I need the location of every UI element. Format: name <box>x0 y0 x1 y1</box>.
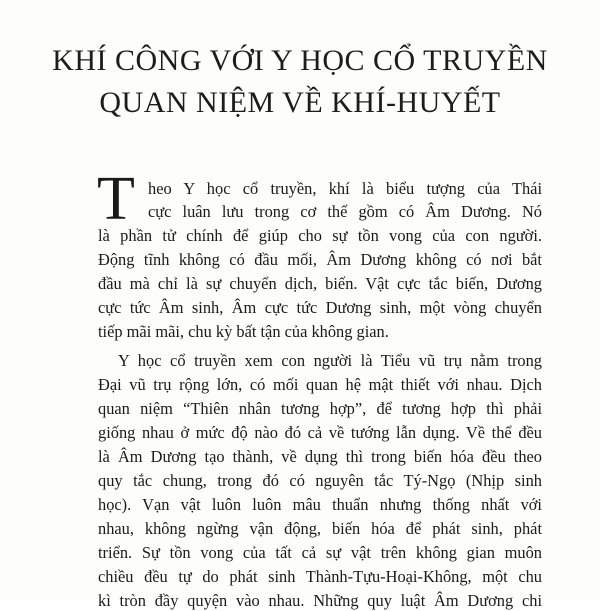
text-line: quy tắc chung, trong đó có nguyên tắc Tý-Ngọ (Nhịp sinh <box>98 471 542 490</box>
text-line: heo Y học cổ truyền, khí là biểu tượng của Thái <box>148 179 542 198</box>
text-line: đầu mà chỉ là sự chuyển dịch, biến. Vật cực tắc biến, Dương <box>98 274 542 293</box>
text-line: nhau, không ngừng vận động, biến hóa để phát sinh, phát <box>98 519 542 538</box>
text-line: chiều đều tự do phát sinh Thành-Tựu-Hoại-Không, một chu <box>98 567 542 586</box>
text-line: giống nhau ở mức độ nào đó cả về tướng lẫn dụng. Về thể đều <box>98 423 542 442</box>
text-line: triển. Sự tồn vong của tất cả sự vật trên không gian muôn <box>98 543 542 562</box>
text-line: tiếp mãi mãi, chu kỳ bất tận của không gian. <box>98 322 389 341</box>
text-line: Y học cổ truyền xem con người là Tiểu vũ trụ nằm trong <box>118 351 542 370</box>
text-line: cực tức Âm sinh, Âm cực tức Dương sinh, một vòng chuyển <box>98 298 542 317</box>
text-line: Động tĩnh không có đầu mối, Âm Dương không có nơi bắt <box>98 250 542 269</box>
chapter-title-line-2: QUAN NIỆM VỀ KHÍ-HUYẾT <box>99 86 501 119</box>
text-line: học). Vạn vật luôn luôn mâu thuẩn nhưng thống nhất với <box>98 495 542 514</box>
text-line: kì tròn đầy quyện vào nhau. Những quy luật Âm Dương chi <box>98 591 542 610</box>
drop-cap: T <box>97 165 135 233</box>
text-line: cực luân lưu trong cơ thể gồm có Âm Dương. Nó <box>148 202 542 221</box>
text-line: là phần tử chính để giúp cho sự tồn vong của con người. <box>98 226 542 245</box>
chapter-title-line-1: KHÍ CÔNG VỚI Y HỌC CỔ TRUYỀN <box>52 44 548 77</box>
text-line: là Âm Dương tạo thành, về dụng thì trong biến hóa đều theo <box>98 447 542 466</box>
text-line: quan niệm “Thiên nhân tương hợp”, để tương hợp thì phải <box>98 399 542 418</box>
text-line: Đại vũ trụ rộng lớn, có mối quan hệ mật thiết với nhau. Dịch <box>98 375 542 394</box>
